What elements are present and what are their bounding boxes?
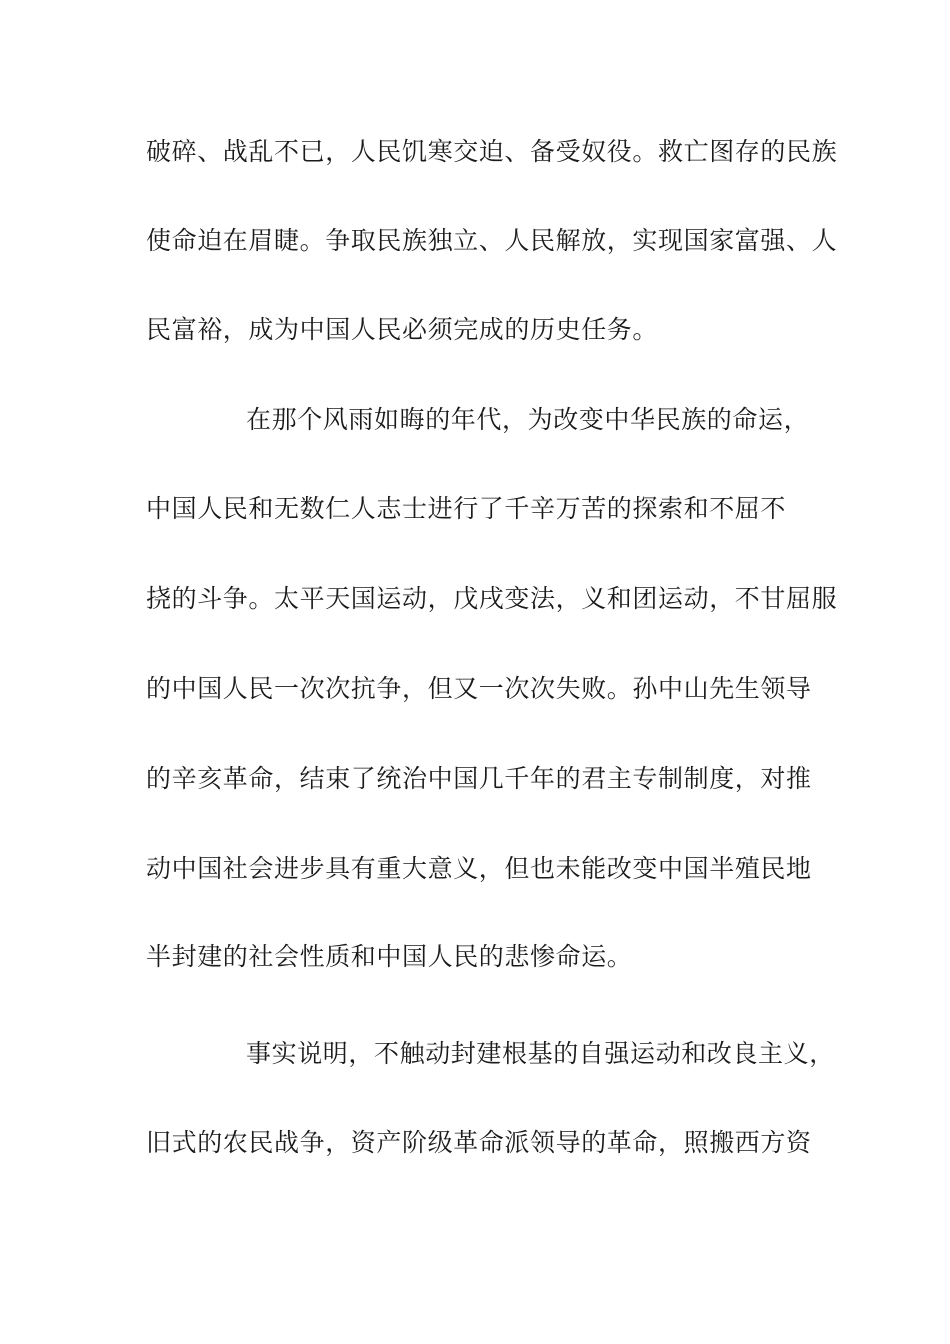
paragraph-start-line: 在那个风雨如晦的年代，为改变中华民族的命运，	[246, 405, 810, 434]
text-line: 破碎、战乱不已，人民饥寒交迫、备受奴役。救亡图存的民族	[146, 137, 838, 166]
text-line: 使命迫在眉睫。争取民族独立、人民解放，实现国家富强、人	[146, 226, 838, 255]
text-line: 的辛亥革命，结束了统治中国几千年的君主专制制度，对推	[146, 764, 812, 793]
text-line: 中国人民和无数仁人志士进行了千辛万苦的探索和不屈不	[146, 494, 787, 523]
text-line: 民富裕，成为中国人民必须完成的历史任务。	[146, 315, 659, 344]
text-line: 半封建的社会性质和中国人民的悲惨命运。	[146, 942, 633, 971]
text-line: 挠的斗争。太平天国运动，戊戌变法，义和团运动，不甘屈服	[146, 584, 838, 613]
text-line: 的中国人民一次次抗争，但又一次次失败。孙中山先生领导	[146, 674, 812, 703]
text-line: 旧式的农民战争，资产阶级革命派领导的革命，照搬西方资	[146, 1128, 812, 1157]
text-line: 动中国社会进步具有重大意义，但也未能改变中国半殖民地	[146, 854, 812, 883]
paragraph-start-line: 事实说明，不触动封建根基的自强运动和改良主义，	[246, 1039, 835, 1068]
